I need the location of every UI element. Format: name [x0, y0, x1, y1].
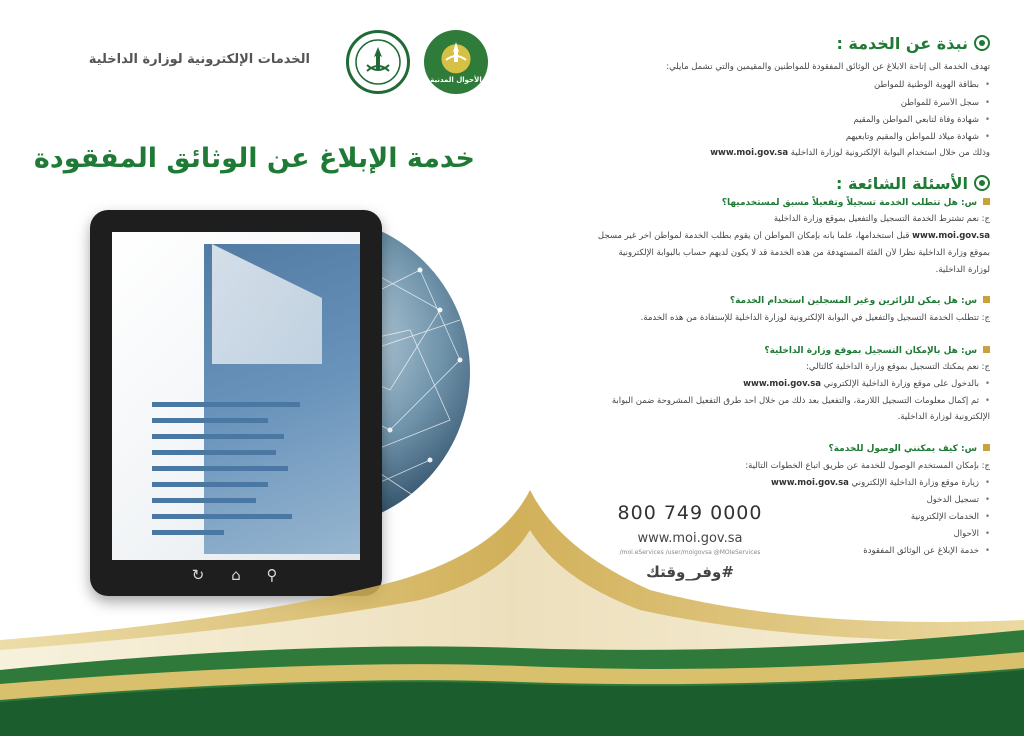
list-item: • سجل الأسرة للمواطن	[560, 98, 990, 108]
moi-url: www.moi.gov.sa	[710, 148, 789, 158]
faq-answer: ج: تتطلب الخدمة التسجيل والتفعيل في البوابة الإلكترونية لوزارة الداخلية للإستفادة من هذه الخدمة.	[640, 313, 990, 323]
social-handles: /moi.eServices /user/moigovsa @MOIeServices	[619, 549, 761, 556]
list-item: • شهادة ميلاد للمواطن والمقيم وتابعيهم	[560, 132, 990, 142]
faq-heading: الأسئلة الشائعة :	[590, 174, 990, 193]
faq-step: • تسجيل الدخول	[560, 495, 990, 505]
faq-step: • الخدمات الإلكترونية	[560, 512, 990, 522]
faq-answer: www.moi.gov.sa قبل استخدامها، علماً بأنه بإمكان المواطن أن يقوم بطلب الخدمة لمواطن آخر غير مسجل	[597, 231, 990, 241]
phone-number: 800 749 0000	[617, 502, 763, 524]
moi-emblem-icon	[346, 30, 410, 94]
faq-answer: • ثم إكمال معلومات التسجيل اللازمة، والتفعيل بعد ذلك من خلال أحد طرق التفعيل المشروحة ضمن البوابة	[560, 396, 990, 406]
refresh-icon: ↻	[191, 566, 205, 584]
faq-answer: ج: نعم يمكنك التسجيل بموقع وزارة الداخلية كالتالي:	[806, 362, 990, 372]
document-line	[152, 402, 300, 407]
faq-question: س: كيف يمكنني الوصول للخدمة؟	[560, 444, 990, 454]
page-title: خدمة الإبلاغ عن الوثائق المفقودة	[33, 143, 475, 174]
target-icon	[974, 175, 990, 191]
target-icon	[974, 35, 990, 51]
decorative-wave	[0, 470, 1024, 736]
list-item: • بطاقة الهوية الوطنية للمواطن	[560, 80, 990, 90]
about-footer: وذلك من خلال استخدام البوابة الإلكترونية لوزارة الداخلية www.moi.gov.sa	[710, 148, 990, 158]
about-heading: نبذة عن الخدمة :	[590, 34, 990, 53]
document-line	[152, 418, 268, 423]
faq-question: س: هل يمكن للزائرين وغير المسجلين استخدام الخدمة؟	[560, 296, 990, 306]
faq-answer: بموقع وزارة الداخلية نظراً لأن الفئة المستهدفة من هذه الخدمة قد لا يكون لديهم حساب بالبوابة الإلكترونية	[618, 248, 990, 258]
document-line	[152, 450, 276, 455]
website-link[interactable]: www.moi.gov.sa	[637, 531, 743, 546]
civil-affairs-emblem-icon	[424, 30, 488, 94]
faq-question: س: هل تتطلب الخدمة تسجيلاً وتفعيلاً مسبق لمستخدميها؟	[560, 198, 990, 208]
faq-step: • الأحوال	[560, 529, 990, 539]
faq-answer: ج: بإمكان المستخدم الوصول للخدمة عن طريق اتباع الخطوات التالية:	[745, 461, 990, 471]
faq-question: س: هل بالإمكان التسجيل بموقع وزارة الداخلية؟	[560, 346, 990, 356]
faq-answer: لوزارة الداخلية.	[935, 265, 990, 275]
civil-affairs-label: الأحوال المدنية	[430, 76, 482, 84]
brand-text: الخدمات الإلكترونية لوزارة الداخلية	[88, 52, 310, 67]
list-item: • شهادة وفاة لتابعي المواطن والمقيم	[560, 115, 990, 125]
faq-answer: • بالدخول على موقع وزارة الداخلية الإلكتروني www.moi.gov.sa	[560, 379, 990, 389]
hashtag: #وفر_وقتك	[646, 563, 734, 581]
faq-answer: الإلكترونية لوزارة الداخلية.	[897, 412, 990, 422]
faq-step: • زيارة موقع وزارة الداخلية الإلكتروني www.moi.gov.sa	[560, 478, 990, 488]
document-line	[152, 434, 284, 439]
faq-answer: ج: نعم تشترط الخدمة التسجيل والتفعيل بموقع وزارة الداخلية	[773, 214, 990, 224]
faq-step: • خدمة الإبلاغ عن الوثائق المفقودة	[560, 546, 990, 556]
about-intro: تهدف الخدمة الى إتاحة الابلاغ عن الوثائق المفقودة للمواطنين والمقيمين والتي تشمل مايلي:	[666, 62, 990, 72]
home-icon: ⌂	[231, 566, 241, 584]
search-icon: ⚲	[266, 566, 278, 584]
